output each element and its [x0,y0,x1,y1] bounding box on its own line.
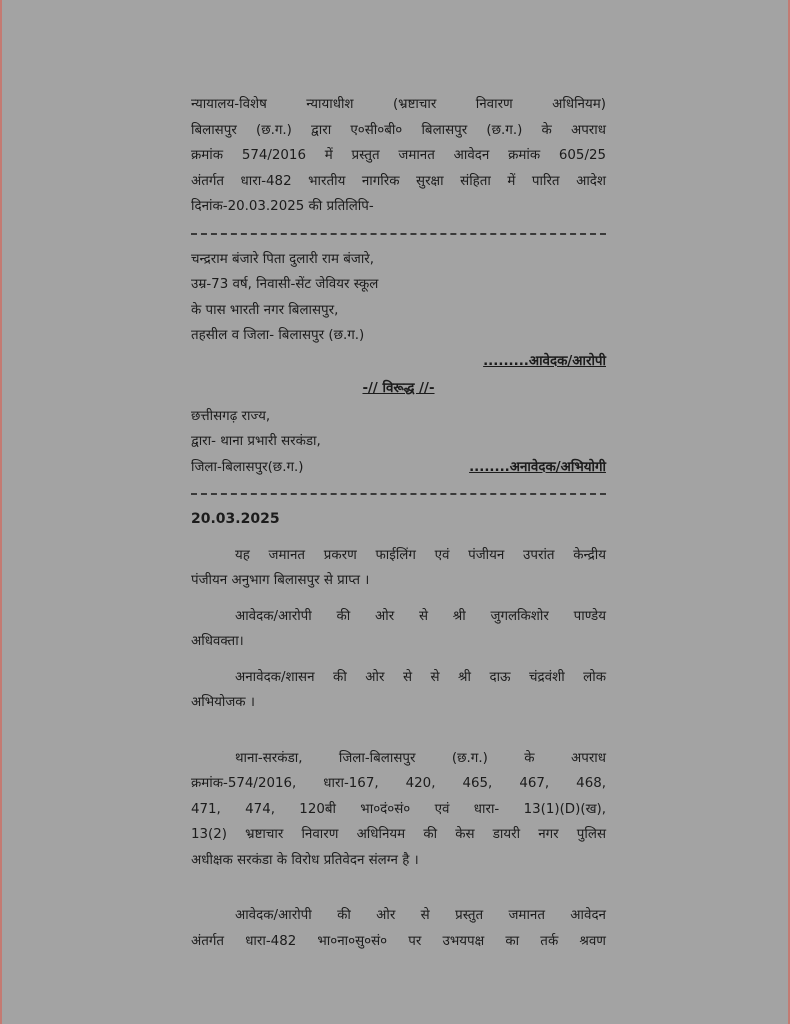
order-heading [191,92,606,220]
heading-line: बिलासपुर (छ.ग.) द्वारा ए०सी०बी० बिलासपुर (छ.ग.) के अपराध [191,122,606,138]
versus-heading [191,376,606,402]
respondent-line: द्वारा- थाना प्रभारी सरकंडा, [191,434,321,449]
applicant-role: .........आवेदक/आरोपी [483,353,606,369]
applicant-line: तहसील व जिला- बिलासपुर (छ.ग.) [191,328,365,343]
order-paragraph [191,543,606,594]
respondent-line: छत्तीसगढ़ राज्य, [191,408,271,424]
heading-line: दिनांक-20.03.2025 की प्रतिलिपि- [191,199,374,214]
paragraph-line: अनावेदक/शासन की ओर से से श्री दाऊ चंद्रवंशी लोक [235,669,606,685]
paragraph-line: अभियोजक । [191,695,255,710]
applicant-role-row [191,349,606,375]
applicant-line: चन्द्रराम बंजारे पिता दुलारी राम बंजारे, [191,251,375,267]
order-paragraph [191,665,606,716]
respondent-last-row [191,455,606,481]
order-body [191,543,606,955]
paragraph-line: क्रमांक-574/2016, धारा-167, 420, 465, 467, 468, [191,776,606,791]
applicant-line: उम्र-73 वर्ष, निवासी-सेंट जेवियर स्कूल [191,277,379,292]
order-paragraph [191,903,606,954]
court-order-copy [191,92,606,954]
heading-line: अंतर्गत धारा-482 भारतीय नागरिक सुरक्षा संहिता में पारित आदेश [191,173,606,189]
paragraph-line: अंतर्गत धारा-482 भा०ना०सु०सं० पर उभयपक्ष का तर्क श्रवण [191,933,606,949]
dashed-separator [191,493,606,495]
paragraph-line: 13(2) भ्रष्टाचार निवारण अधिनियम की केस डायरी नगर पुलिस [191,827,606,842]
respondent-line: जिला-बिलासपुर(छ.ग.) [191,459,304,475]
applicant-block [191,247,606,375]
heading-line: क्रमांक 574/2016 में प्रस्तुत जमानत आवेदन क्रमांक 605/25 [191,148,606,163]
respondent-block [191,404,606,481]
order-date: 20.03.2025 [191,511,280,527]
versus-label: -// विरूद्ध //- [362,381,435,396]
applicant-line: के पास भारती नगर बिलासपुर, [191,302,339,318]
paragraph-line: पंजीयन अनुभाग बिलासपुर से प्राप्त । [191,573,370,588]
paragraph-line: आवेदक/आरोपी की ओर से प्रस्तुत जमानत आवेदन [235,908,606,923]
paragraph-line: अधिवक्ता। [191,634,244,649]
order-paragraph [191,746,606,874]
paragraph-line: अधीक्षक सरकंडा के विरोध प्रतिवेदन संलग्न है । [191,852,419,868]
dashed-separator [191,233,606,235]
respondent-role: ........अनावेदक/अभियोगी [469,459,606,475]
order-paragraph [191,604,606,655]
paragraph-line: आवेदक/आरोपी की ओर से श्री जुगलकिशोर पाण्डेय [235,608,606,624]
paragraph-line: थाना-सरकंडा, जिला-बिलासपुर (छ.ग.) के अपराध [235,750,606,766]
heading-line: न्यायालय-विशेष न्यायाधीश (भ्रष्टाचार निवारण अधिनियम) [191,97,606,112]
paragraph-line: यह जमानत प्रकरण फाईलिंग एवं पंजीयन उपरांत केन्द्रीय [235,547,606,563]
paragraph-line: 471, 474, 120बी भा०दं०सं० एवं धारा- 13(1)(D)(ख), [191,801,606,817]
